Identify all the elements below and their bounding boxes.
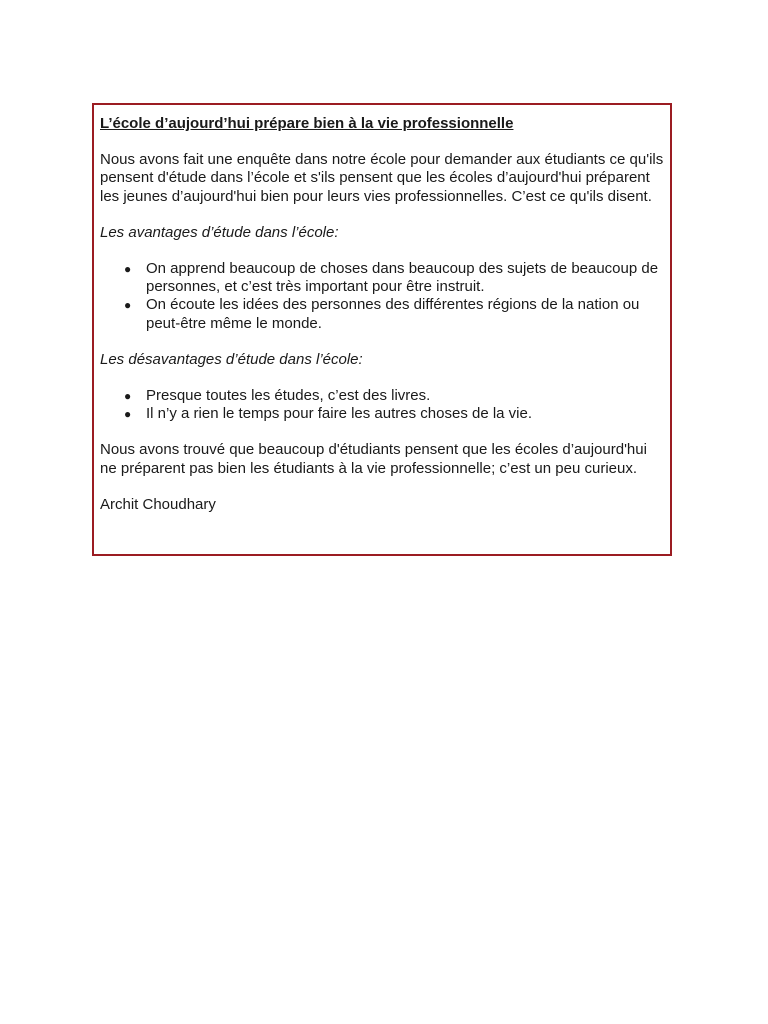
advantages-list — [100, 260, 664, 333]
bullet-icon: ● — [124, 389, 132, 404]
bullet-icon: ● — [124, 298, 132, 313]
article-title: L’école d’aujourd’hui prépare bien à la vie professionnelle — [100, 115, 514, 132]
list-item — [100, 387, 664, 405]
advantages-heading: Les avantages d’étude dans l’école: — [100, 223, 339, 241]
intro-paragraph: Nous avons fait une enquête dans notre école pour demander aux étudiants ce qu'ils pensent d'étude dans l’école et s'ils pensent que les écoles d’aujourd'hui préparent les jeunes d’aujourd'hui bien pour leurs vies professionnelles. C’est ce qu'ils disent. — [100, 151, 664, 205]
disadvantages-list — [100, 387, 664, 423]
list-item — [100, 296, 664, 332]
list-item-text: On apprend beaucoup de choses dans beaucoup des sujets de beaucoup de personnes, et c’est très important pour être instruit. — [146, 260, 659, 296]
list-item-text: Il n’y a rien le temps pour faire les autres choses de la vie. — [146, 405, 533, 423]
author-name: Archit Choudhary — [100, 495, 216, 513]
list-item — [100, 405, 664, 423]
list-item-text: Presque toutes les études, c’est des livres. — [146, 387, 431, 405]
bullet-icon: ● — [124, 262, 132, 277]
article-box — [92, 103, 672, 556]
bullet-icon: ● — [124, 407, 132, 422]
list-item-text: On écoute les idées des personnes des différentes régions de la nation ou peut-être même le monde. — [146, 296, 640, 332]
disadvantages-heading: Les désavantages d’étude dans l’école: — [100, 350, 363, 368]
conclusion-paragraph: Nous avons trouvé que beaucoup d'étudiants pensent que les écoles d’aujourd'hui ne préparent pas bien les étudiants à la vie professionnelle; c’est un peu curieux. — [100, 441, 647, 477]
list-item — [100, 260, 664, 296]
